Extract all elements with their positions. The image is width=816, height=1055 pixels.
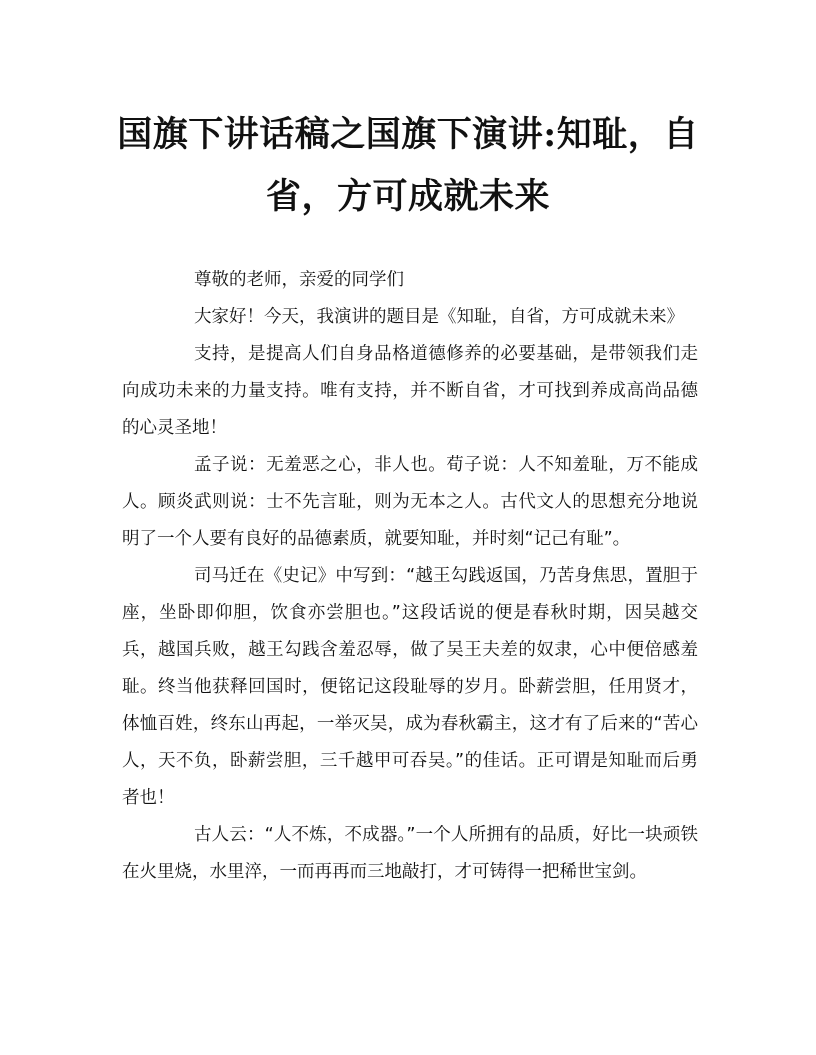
title-line-2: 省，方可成就未来	[265, 176, 550, 217]
paragraph-mencius: 孟子说：无羞恶之心，非人也。荀子说：人不知羞耻，万不能成人。顾炎武则说：士不先言耻，则为无本之人。古代文人的思想充分地说明了一个人要有良好的品德素质，就要知耻，并时刻“记己有耻”。	[122, 455, 698, 549]
title-line-1: 国旗下讲话稿之国旗下演讲:知耻，自	[117, 114, 699, 155]
document-body	[122, 262, 698, 891]
salutation: 尊敬的老师，亲爱的同学们	[194, 270, 404, 290]
paragraph-ancients: 古人云：“人不炼，不成器。”一个人所拥有的品质，好比一块顽铁在火里烧，水里淬，一而再再而三地敲打，才可铸得一把稀世宝剑。	[122, 825, 698, 882]
document-title	[100, 104, 716, 228]
paragraph-shiji: 司马迁在《史记》中写到：“越王勾践返国，乃苦身焦思，置胆于座，坐卧即仰胆，饮食亦尝胆也。”这段话说的便是春秋时期，因吴越交兵，越国兵败，越王勾践含羞忍辱，做了吴王夫差的奴隶，心中便倍感羞耻。终当他获释回国时，便铭记这段耻辱的岁月。卧薪尝胆，任用贤才，体恤百姓，终东山再起，一举灭吴，成为春秋霸主，这才有了后来的“苦心人，天不负，卧薪尝胆，三千越甲可吞吴。”的佳话。正可谓是知耻而后勇者也！	[122, 566, 698, 808]
paragraph-greeting: 大家好！今天，我演讲的题目是《知耻，自省，方可成就未来》	[194, 307, 684, 327]
paragraph-support: 支持，是提高人们自身品格道德修养的必要基础，是带领我们走向成功未来的力量支持。唯有支持，并不断自省，才可找到养成高尚品德的心灵圣地！	[122, 344, 698, 438]
